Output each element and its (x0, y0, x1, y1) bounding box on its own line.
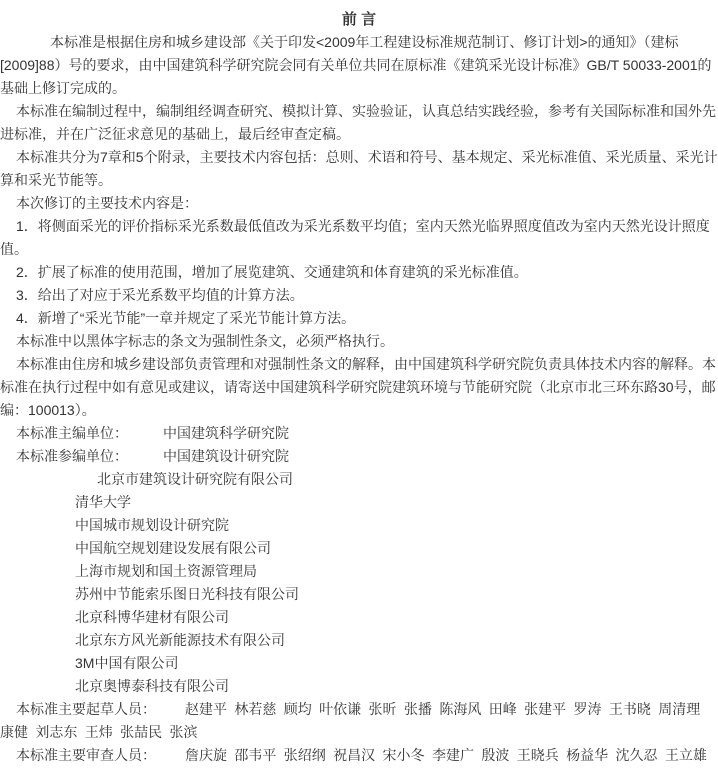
participant-org-item: 上海市规划和国土资源管理局 (75, 563, 257, 579)
participant-editor-line (0, 445, 718, 468)
page-title: 前 言 (341, 11, 377, 28)
chief-editor-value: 中国建筑科学研究院 (163, 425, 289, 441)
participant-org-item: 苏州中节能索乐图日光科技有限公司 (75, 586, 299, 602)
participant-org-item: 北京市建筑设计研究院有限公司 (97, 471, 293, 487)
preface-paragraph-process: 本标准在编制过程中，编制组经调查研究、模拟计算、实验验证，认真总结实践经验，参考有关国际标准和国外先进标准，并在广泛征求意见的基础上，最后经审查定稿。 (0, 103, 716, 142)
drafters-names: 赵建平 林若慈 顾均 叶依谦 张昕 张播 陈海风 田峰 张建平 罗涛 王书晓 周清理 康健 刘志东 王炜 张喆民 张滨 (0, 701, 701, 740)
revision-item-1: 1．将侧面采光的评价指标采光系数最低值改为采光系数平均值；室内天然光临界照度值改为室内天然光设计照度值。 (0, 218, 710, 257)
reviewers-label: 本标准主要审查人员： (16, 747, 156, 763)
preface-paragraph-basis: 本标准是根据住房和城乡建设部《关于印发<2009年工程建设标准规范制订、修订计划>的通知》（建标[2009]88）号的要求，由中国建筑科学研究院会同有关单位共同在原标准《建筑采光设计标准》GB/T 50033-2001的基础上修订完成的。 (0, 34, 712, 96)
drafters-line (0, 698, 718, 744)
preface-paragraph-contents: 本标准共分为7章和5个附录，主要技术内容包括：总则、术语和符号、基本规定、采光标准值、采光质量、采光计算和采光节能等。 (0, 149, 718, 188)
preface-paragraph-revision-intro: 本次修订的主要技术内容是： (16, 195, 198, 211)
reviewers-names: 詹庆旋 邵韦平 张绍纲 祝昌汉 宋小冬 李建广 殷波 王晓兵 杨益华 沈久忍 王立雄 (185, 747, 707, 763)
chief-editor-line (0, 422, 718, 445)
management-and-feedback-note: 本标准由住房和城乡建设部负责管理和对强制性条文的解释，由中国建筑科学研究院负责具体技术内容的解释。本标准在执行过程中如有意见或建议，请寄送中国建筑科学研究院建筑环境与节能研究院（北京市北三环东路30号，邮编：100013）。 (0, 356, 716, 418)
participant-org-item: 北京东方风光新能源技术有限公司 (75, 632, 285, 648)
reviewers-line (0, 744, 718, 767)
participant-org-item: 北京奥博泰科技有限公司 (75, 678, 229, 694)
participant-org-item: 中国城市规划设计研究院 (75, 517, 229, 533)
revision-item-2: 2．扩展了标准的使用范围，增加了展览建筑、交通建筑和体育建筑的采光标准值。 (16, 264, 528, 280)
participant-editor-label: 本标准参编单位： (16, 448, 128, 464)
chief-editor-label: 本标准主编单位： (16, 425, 128, 441)
revision-item-3: 3．给出了对应于采光系数平均值的计算方法。 (16, 287, 304, 303)
mandatory-provisions-note: 本标准中以黑体字标志的条文为强制性条文，必须严格执行。 (16, 333, 394, 349)
participant-org-item: 北京科博华建材有限公司 (75, 609, 229, 625)
drafters-label: 本标准主要起草人员： (16, 701, 156, 717)
participant-org-item: 3M中国有限公司 (75, 655, 179, 671)
participant-editor-first-value: 中国建筑设计研究院 (163, 448, 289, 464)
participant-org-item: 中国航空规划建设发展有限公司 (75, 540, 271, 556)
revision-item-4: 4．新增了“采光节能”一章并规定了采光节能计算方法。 (16, 310, 356, 326)
participant-org-item: 清华大学 (75, 494, 131, 510)
